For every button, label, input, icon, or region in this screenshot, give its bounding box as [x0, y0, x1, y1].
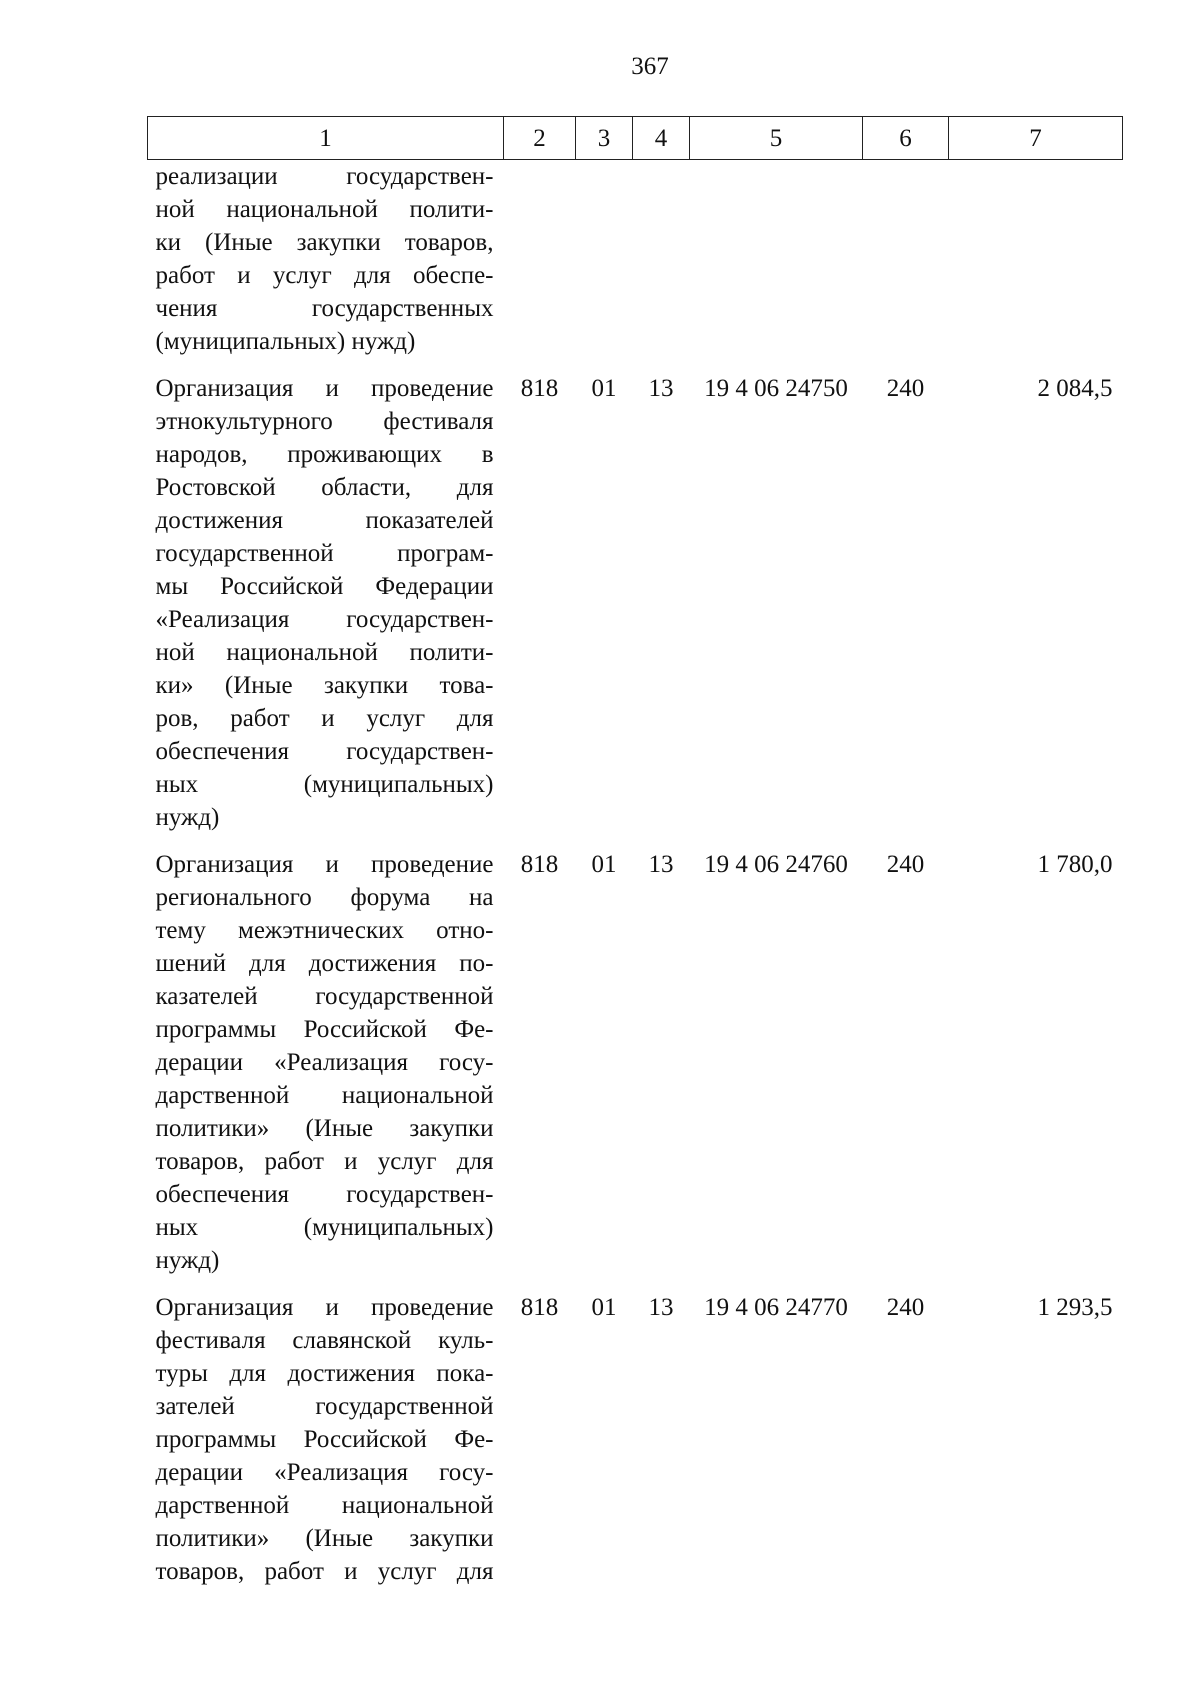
- description-line: работ и услуг для обеспе-: [155, 262, 494, 289]
- cell-col-7: 1 293,5: [1037, 1294, 1113, 1321]
- description-line: Организация и проведение: [155, 1294, 494, 1321]
- header-col-4: 4: [633, 117, 690, 160]
- cell-col-4: [633, 160, 690, 373]
- header-col-3: 3: [576, 117, 633, 160]
- row-description: [148, 160, 504, 373]
- description-line: ных (муниципальных): [155, 1214, 494, 1241]
- description-line: программы Российской Фе-: [155, 1016, 494, 1043]
- table-row: [148, 1291, 1123, 1602]
- cell-col-2: 818: [520, 375, 559, 402]
- description-line: ров, работ и услуг для: [155, 705, 494, 732]
- table-body: [148, 160, 1123, 1603]
- description-line: регионального форума на: [155, 884, 494, 911]
- description-line: фестиваля славянской куль-: [155, 1327, 494, 1354]
- description-line: шений для достижения по-: [155, 950, 494, 977]
- description-line: казателей государственной: [155, 983, 494, 1010]
- description-line: государственной програм-: [155, 540, 494, 567]
- cell-col-4: 13: [648, 851, 674, 878]
- cell-col-2: 818: [520, 1294, 559, 1321]
- description-line: достижения показателей: [155, 507, 494, 534]
- cell-col-2: [504, 160, 576, 373]
- header-col-7: 7: [949, 117, 1123, 160]
- description-line: зателей государственной: [155, 1393, 494, 1420]
- page-number: 367: [631, 53, 669, 80]
- description-line: дерации «Реализация госу-: [155, 1049, 494, 1076]
- description-line: ки (Иные закупки товаров,: [155, 229, 494, 256]
- header-col-1: 1: [148, 117, 504, 160]
- cell-col-4: 13: [648, 1294, 674, 1321]
- description-line: политики» (Иные закупки: [155, 1525, 494, 1552]
- description-line: этнокультурного фестиваля: [155, 408, 494, 435]
- row-description: [148, 372, 504, 848]
- header-col-5: 5: [690, 117, 863, 160]
- description-line: мы Российской Федерации: [155, 573, 494, 600]
- header-row: [148, 117, 1123, 160]
- description-line: нужд): [155, 1247, 220, 1274]
- cell-col-6: 240: [886, 375, 925, 402]
- cell-col-6: 240: [886, 1294, 925, 1321]
- cell-col-2: 818: [520, 851, 559, 878]
- description-line: «Реализация государствен-: [155, 606, 494, 633]
- cell-col-4: 13: [648, 375, 674, 402]
- description-line: обеспечения государствен-: [155, 738, 494, 765]
- budget-table: [147, 116, 1123, 1602]
- cell-col-5: [690, 160, 863, 373]
- cell-col-7: 2 084,5: [1037, 375, 1113, 402]
- cell-col-6: 240: [886, 851, 925, 878]
- cell-col-7: [949, 160, 1123, 373]
- description-line: нужд): [155, 804, 220, 831]
- row-description: [148, 848, 504, 1291]
- description-line: Ростовской области, для: [155, 474, 494, 501]
- description-line: политики» (Иные закупки: [155, 1115, 494, 1142]
- cell-col-7: 1 780,0: [1037, 851, 1113, 878]
- description-line: ки» (Иные закупки това-: [155, 672, 494, 699]
- table-row: [148, 848, 1123, 1291]
- header-col-2: 2: [504, 117, 576, 160]
- cell-col-3: 01: [591, 375, 617, 402]
- cell-col-3: [576, 160, 633, 373]
- description-line: (муниципальных) нужд): [155, 328, 416, 355]
- description-line: ной национальной полити-: [155, 639, 494, 666]
- header-col-6: 6: [863, 117, 949, 160]
- description-line: народов, проживающих в: [155, 441, 494, 468]
- description-line: обеспечения государствен-: [155, 1181, 494, 1208]
- description-line: Организация и проведение: [155, 375, 494, 402]
- description-line: туры для достижения пока-: [155, 1360, 494, 1387]
- table-row: [148, 372, 1123, 848]
- description-line: товаров, работ и услуг для: [155, 1148, 494, 1175]
- table-row: [148, 160, 1123, 373]
- description-line: тему межэтнических отно-: [155, 917, 494, 944]
- row-description: [148, 1291, 504, 1602]
- cell-col-5: 19 4 06 24750: [704, 375, 848, 402]
- description-line: дарственной национальной: [155, 1082, 494, 1109]
- description-line: ных (муниципальных): [155, 771, 494, 798]
- description-line: Организация и проведение: [155, 851, 494, 878]
- description-line: реализации государствен-: [155, 163, 494, 190]
- description-line: программы Российской Фе-: [155, 1426, 494, 1453]
- cell-col-5: 19 4 06 24770: [704, 1294, 848, 1321]
- description-line: дерации «Реализация госу-: [155, 1459, 494, 1486]
- description-line: товаров, работ и услуг для: [155, 1558, 494, 1585]
- cell-col-3: 01: [591, 1294, 617, 1321]
- cell-col-6: [863, 160, 949, 373]
- description-line: ной национальной полити-: [155, 196, 494, 223]
- cell-col-5: 19 4 06 24760: [704, 851, 848, 878]
- description-line: чения государственных: [155, 295, 494, 322]
- description-line: дарственной национальной: [155, 1492, 494, 1519]
- cell-col-3: 01: [591, 851, 617, 878]
- table-header: [148, 117, 1123, 160]
